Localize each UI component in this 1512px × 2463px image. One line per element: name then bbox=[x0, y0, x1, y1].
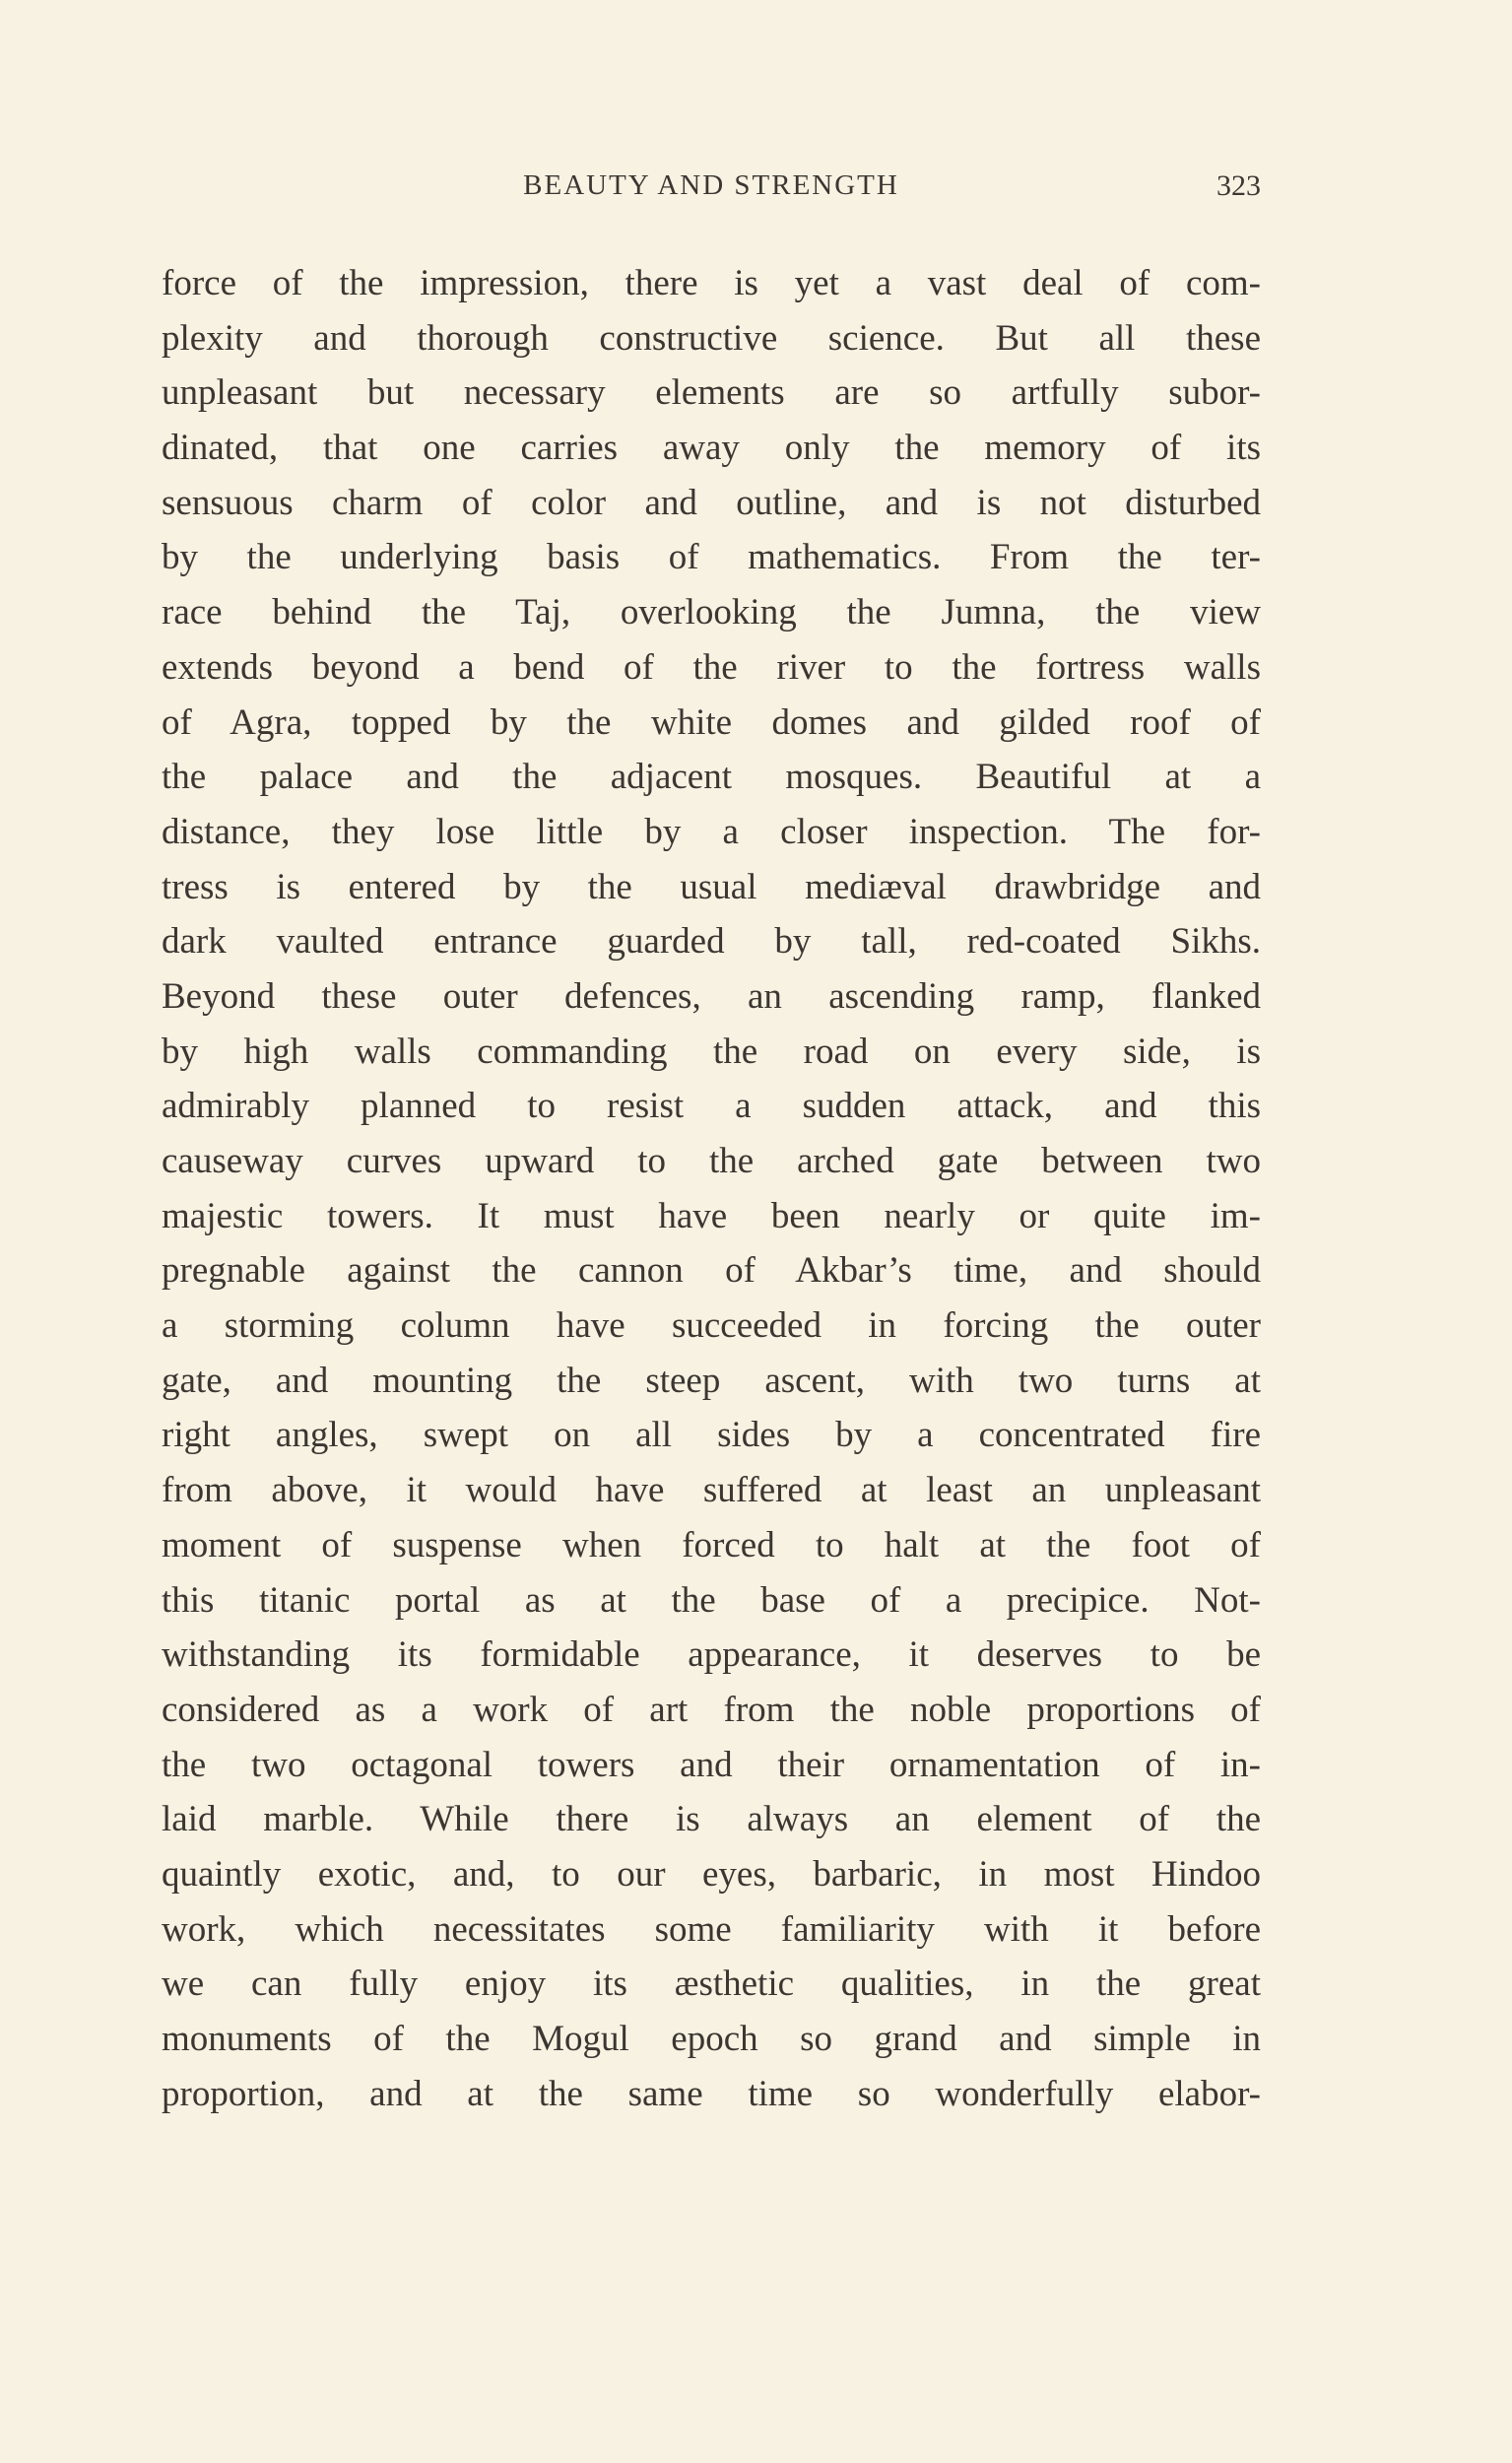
text-line: moment of suspense when forced to halt at the foot of bbox=[162, 1524, 1261, 1565]
body-text bbox=[162, 256, 1261, 2121]
text-line: plexity and thorough constructive science. But all these bbox=[162, 317, 1261, 359]
text-line: admirably planned to resist a sudden attack, and this bbox=[162, 1086, 1261, 1127]
text-line: majestic towers. It must have been nearly or quite im- bbox=[162, 1195, 1261, 1236]
text-line: distance, they lose little by a closer inspection. The for- bbox=[162, 811, 1261, 852]
text-line: we can fully enjoy its æsthetic qualities, in the great bbox=[162, 1964, 1261, 2005]
text-line: gate, and mounting the steep ascent, with two turns at bbox=[162, 1360, 1261, 1401]
text-line: race behind the Taj, overlooking the Jumna, the view bbox=[162, 592, 1261, 633]
text-line: withstanding its formidable appearance, it deserves to be bbox=[162, 1634, 1261, 1676]
text-line: Beyond these outer defences, an ascending ramp, flanked bbox=[162, 975, 1261, 1017]
text-line: work, which necessitates some familiarity with it before bbox=[162, 1908, 1261, 1950]
text-line: by high walls commanding the road on every side, is bbox=[162, 1031, 1261, 1072]
text-line: causeway curves upward to the arched gate between two bbox=[162, 1141, 1261, 1181]
text-line: dinated, that one carries away only the memory of its bbox=[162, 428, 1261, 469]
text-line: quaintly exotic, and, to our eyes, barbaric, in most Hindoo bbox=[162, 1853, 1261, 1895]
text-line: extends beyond a bend of the river to the fortress walls bbox=[162, 646, 1261, 688]
text-line: sensuous charm of color and outline, and is not disturbed bbox=[162, 482, 1261, 523]
text-line: dark vaulted entrance guarded by tall, red-coated Sikhs. bbox=[162, 921, 1261, 963]
text-line: monuments of the Mogul epoch so grand and simple in bbox=[162, 2019, 1261, 2059]
text-line: pregnable against the cannon of Akbar’s time, and should bbox=[162, 1250, 1261, 1292]
running-title: BEAUTY AND STRENGTH bbox=[523, 169, 899, 201]
text-line: by the underlying basis of mathematics. From the ter- bbox=[162, 537, 1261, 578]
text-line: unpleasant but necessary elements are so artfully subor- bbox=[162, 372, 1261, 414]
text-line: tress is entered by the usual mediæval drawbridge and bbox=[162, 866, 1261, 907]
page-header bbox=[162, 169, 1261, 209]
text-line: the two octagonal towers and their ornamentation of in- bbox=[162, 1744, 1261, 1785]
text-line: a storming column have succeeded in forcing the outer bbox=[162, 1305, 1261, 1347]
text-line: laid marble. While there is always an element of the bbox=[162, 1799, 1261, 1840]
text-line: right angles, swept on all sides by a concentrated fire bbox=[162, 1415, 1261, 1456]
text-line: of Agra, topped by the white domes and gilded roof of bbox=[162, 701, 1261, 743]
text-line: force of the impression, there is yet a vast deal of com- bbox=[162, 263, 1261, 303]
text-line: the palace and the adjacent mosques. Beautiful at a bbox=[162, 757, 1261, 798]
page-number: 323 bbox=[1216, 169, 1261, 202]
text-line: proportion, and at the same time so wonderfully elabor- bbox=[162, 2073, 1261, 2114]
text-line: considered as a work of art from the noble proportions of bbox=[162, 1689, 1261, 1730]
text-line: from above, it would have suffered at least an unpleasant bbox=[162, 1470, 1261, 1511]
text-line: this titanic portal as at the base of a precipice. Not- bbox=[162, 1579, 1261, 1621]
